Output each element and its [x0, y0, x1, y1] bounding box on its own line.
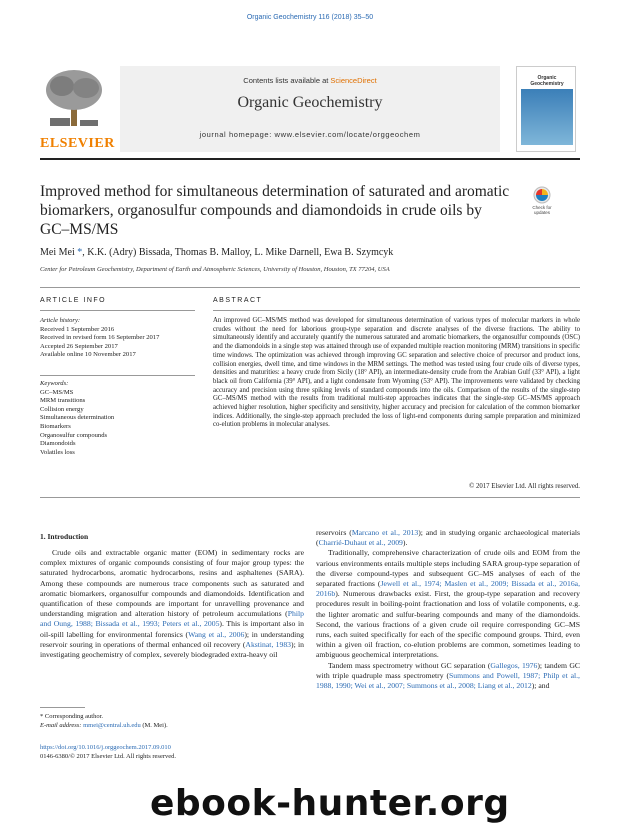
- elsevier-wordmark: ELSEVIER: [40, 136, 115, 151]
- issn-line: 0146-6380/© 2017 Elsevier Ltd. All rights reserved.: [40, 753, 176, 760]
- abstract-copyright: © 2017 Elsevier Ltd. All rights reserved.: [469, 483, 580, 490]
- contents-prefix: Contents lists available at: [243, 76, 331, 85]
- email-label: E-mail address:: [40, 722, 84, 729]
- contents-line: [120, 76, 500, 85]
- check-updates-label: Check for updates: [532, 205, 552, 215]
- body-text: ). This is important also in oil-spill labelling for environmental forensics (: [40, 619, 304, 639]
- journal-homepage[interactable]: journal homepage: www.elsevier.com/locate/orggeochem: [199, 130, 421, 139]
- body-text: ); tandem GC with triple quadruple mass spectrometry (: [316, 660, 581, 680]
- keywords-heading: Keywords:: [40, 380, 69, 387]
- history-item: Received 1 September 2016: [40, 325, 115, 333]
- affiliation: Center for Petroleum Geochemistry, Department of Earth and Atmospheric Sciences, University of Houston, Houston, TX 77204, USA: [40, 266, 390, 273]
- body-text: Crude oils and extractable organic matter (EOM) in sedimentary rocks are complex mixtures of organic compounds consisting of four major group types: the saturated hydrocarbons, aromatic hydrocarbons, resins and asphaltenes (SARA). Among these compounds are numerous trace components such as saturated and aromatic biomarkers, organosulfur compounds and diamondoids. Identification and quantification of these compounds are important for unravelling provenance and understanding migration and alteration history of petroleum accumulations (: [40, 548, 304, 619]
- body-text: ).: [402, 538, 408, 548]
- journal-title[interactable]: Organic Geochemistry: [237, 94, 383, 111]
- citation-link[interactable]: Akstinat, 1983: [245, 639, 292, 649]
- elsevier-logo[interactable]: [40, 66, 115, 152]
- corresponding-author-note: * Corresponding author.: [40, 713, 104, 720]
- intro-paragraph: [316, 548, 580, 660]
- body-column-right: [316, 528, 580, 691]
- citation-link[interactable]: Gallegos, 1976: [490, 660, 538, 670]
- body-text: Tandem mass spectrometry without GC separation (: [328, 660, 491, 670]
- other-authors: , K.K. (Adry) Bissada, Thomas B. Malloy, L. Mike Darnell, Ewa B. Szymcyk: [82, 247, 394, 258]
- body-text: ); in investigating geochemistry of complex, severely biodegraded extra-heavy oil: [40, 639, 304, 660]
- history-item: Accepted 26 September 2017: [40, 342, 118, 350]
- intro-paragraph: [40, 548, 304, 660]
- journal-reference[interactable]: Organic Geochemistry 116 (2018) 35–50: [246, 14, 374, 21]
- email-link[interactable]: mmei@central.uh.edu: [83, 722, 141, 729]
- sciencedirect-link[interactable]: ScienceDirect: [330, 76, 377, 85]
- citation-link[interactable]: Wang et al., 2006: [188, 629, 245, 639]
- introduction-heading: 1. Introduction: [40, 532, 89, 541]
- masthead: [40, 66, 580, 156]
- keyword-item: Simultaneous determination: [40, 414, 115, 422]
- history-heading: Article history:: [40, 317, 81, 324]
- journal-banner: [120, 66, 500, 152]
- doi-link[interactable]: https://doi.org/10.1016/j.orggeochem.2017.09.010: [40, 744, 171, 751]
- cover-image: [521, 89, 573, 145]
- citation-link[interactable]: Summons and Powell, 1987; Philp et al., 1988, 1990; Wei et al., 2007; Summons et al., 2008; Liang et al., 2012: [316, 670, 580, 691]
- keyword-item: Biomarkers: [40, 422, 71, 430]
- keyword-item: Volatiles loss: [40, 448, 75, 456]
- check-updates-icon: [527, 185, 557, 205]
- elsevier-tree-icon: [40, 66, 108, 132]
- article-info-heading: ARTICLE INFO: [40, 297, 107, 304]
- cover-title: Organic Geochemistry: [530, 75, 564, 87]
- history-item: Available online 10 November 2017: [40, 351, 136, 359]
- body-text: ). Numerous drawbacks exist. First, the group-type separation and recovery procedures result in boiling-point fractionation and loss of volatile components, e.g. the lighter aromatic and sulfur-bearing compounds and many of the diamondoids. Second, the various fractions of a given crude oil require corresponding GC–MS runs, each suited specifically for each of the specific compound groups. Third, even within a given oil fraction, co-elution problems are common, sometimes leading to ambiguous geochemical interpretations.: [316, 589, 580, 660]
- header-divider: [40, 287, 580, 288]
- email-suffix: (M. Mei).: [140, 722, 168, 729]
- keyword-item: MRM transitions: [40, 397, 86, 405]
- article-history: [40, 317, 195, 360]
- article-info-rule: [40, 310, 195, 311]
- body-column-left: [40, 548, 304, 660]
- intro-paragraph-continued: [316, 528, 580, 548]
- abstract-heading: ABSTRACT: [213, 297, 263, 304]
- abstract-text: An improved GC–MS/MS method was developed for simultaneous determination of various types of molecular markers in whole crudes without the need for laborious group-type separation and discrete analyses of the diverse fractions. The ability to simultaneously identify and accurately quantify the numerous saturated and aromatic biomarkers, the organosulfur compounds (OSC) and the diamondoids in a single step was attained through use of expanded multiple reaction monitoring (MRM) transitions in specific time windows. The optimization was achieved through improving GC separation and selective choice of precursor and product ions, collision energies, dwell time, and time windows in the MRM settings. The method was tested using four crude oils of diverse types, densities and maturities: a heavy crude from Sicily (18° API), an intermediate-density crude from the Arabian Gulf (33° API), a light black oil from California (39° API), and a light condensate from Wyoming (53° API). The improvements were validated by checking accuracy and precision using three spiking levels of standard compounds into the oils. Comparison of the results of the single-step GC–MS/MS method with the results from traditional multi-step approaches indicates that the single-step GC–MS/MS approach achieved higher resolution, higher specificity and sensitivity, higher accuracy and precision for calculation of the common biomarker indices. Additionally, the single-step approach precluded the loss of light-end components during sample preparation and minimized co-elution problems in molecular analyses.: [213, 317, 580, 429]
- citation-link[interactable]: Jewell et al., 1974; Maslen et al., 2009; Bissada et al., 2016a, 2016b: [316, 579, 581, 599]
- corresponding-author-mark[interactable]: *: [74, 247, 83, 258]
- keyword-item: Collision energy: [40, 405, 84, 413]
- watermark: ebook-hunter.org: [150, 783, 510, 824]
- check-for-updates-badge[interactable]: [527, 185, 557, 219]
- body-text: reservoirs (: [316, 528, 352, 537]
- history-item: Received in revised form 16 September 2017: [40, 334, 160, 342]
- email-line: [40, 721, 304, 730]
- intro-paragraph: [316, 661, 580, 692]
- footnote-rule: [40, 707, 85, 708]
- citation-link[interactable]: Philp and Oung, 1988; Bissada et al., 1993; Peters et al., 2005: [40, 609, 304, 629]
- keywords: [40, 380, 195, 457]
- body-text: ); and: [531, 681, 550, 691]
- keyword-item: Diamondoids: [40, 440, 76, 448]
- first-author[interactable]: Mei Mei: [40, 247, 75, 258]
- body-text: ); and in studying organic archaeological materials (: [316, 528, 580, 548]
- citation-link[interactable]: Marcano et al., 2013: [351, 528, 419, 537]
- keyword-item: Organosulfur compounds: [40, 431, 108, 439]
- journal-cover-thumbnail[interactable]: [516, 66, 576, 152]
- keywords-rule: [40, 375, 195, 376]
- keyword-item: GC–MS/MS: [40, 388, 74, 396]
- body-text: ); in understanding reservoir souring in operations of thermal enhanced oil recovery (: [40, 629, 304, 649]
- article-title: Improved method for simultaneous determination of saturated and aromatic biomarkers, organosulfur compounds and diamondoids in crude oils by GC–MS/MS: [40, 183, 510, 238]
- footnote: [40, 712, 304, 730]
- abstract-bottom-rule: [40, 497, 580, 498]
- citation-link[interactable]: Charrié-Duhaut et al., 2009: [318, 538, 403, 548]
- abstract-rule: [213, 310, 580, 311]
- author-list: [40, 247, 580, 258]
- masthead-rule: [40, 158, 580, 160]
- body-text: Traditionally, comprehensive characterization of crude oils and EOM from the various environments entails multiple steps including SARA group-type separation of the diverse compound-types and subsequent GC–MS analyses of each of the separated fractions (: [316, 548, 580, 589]
